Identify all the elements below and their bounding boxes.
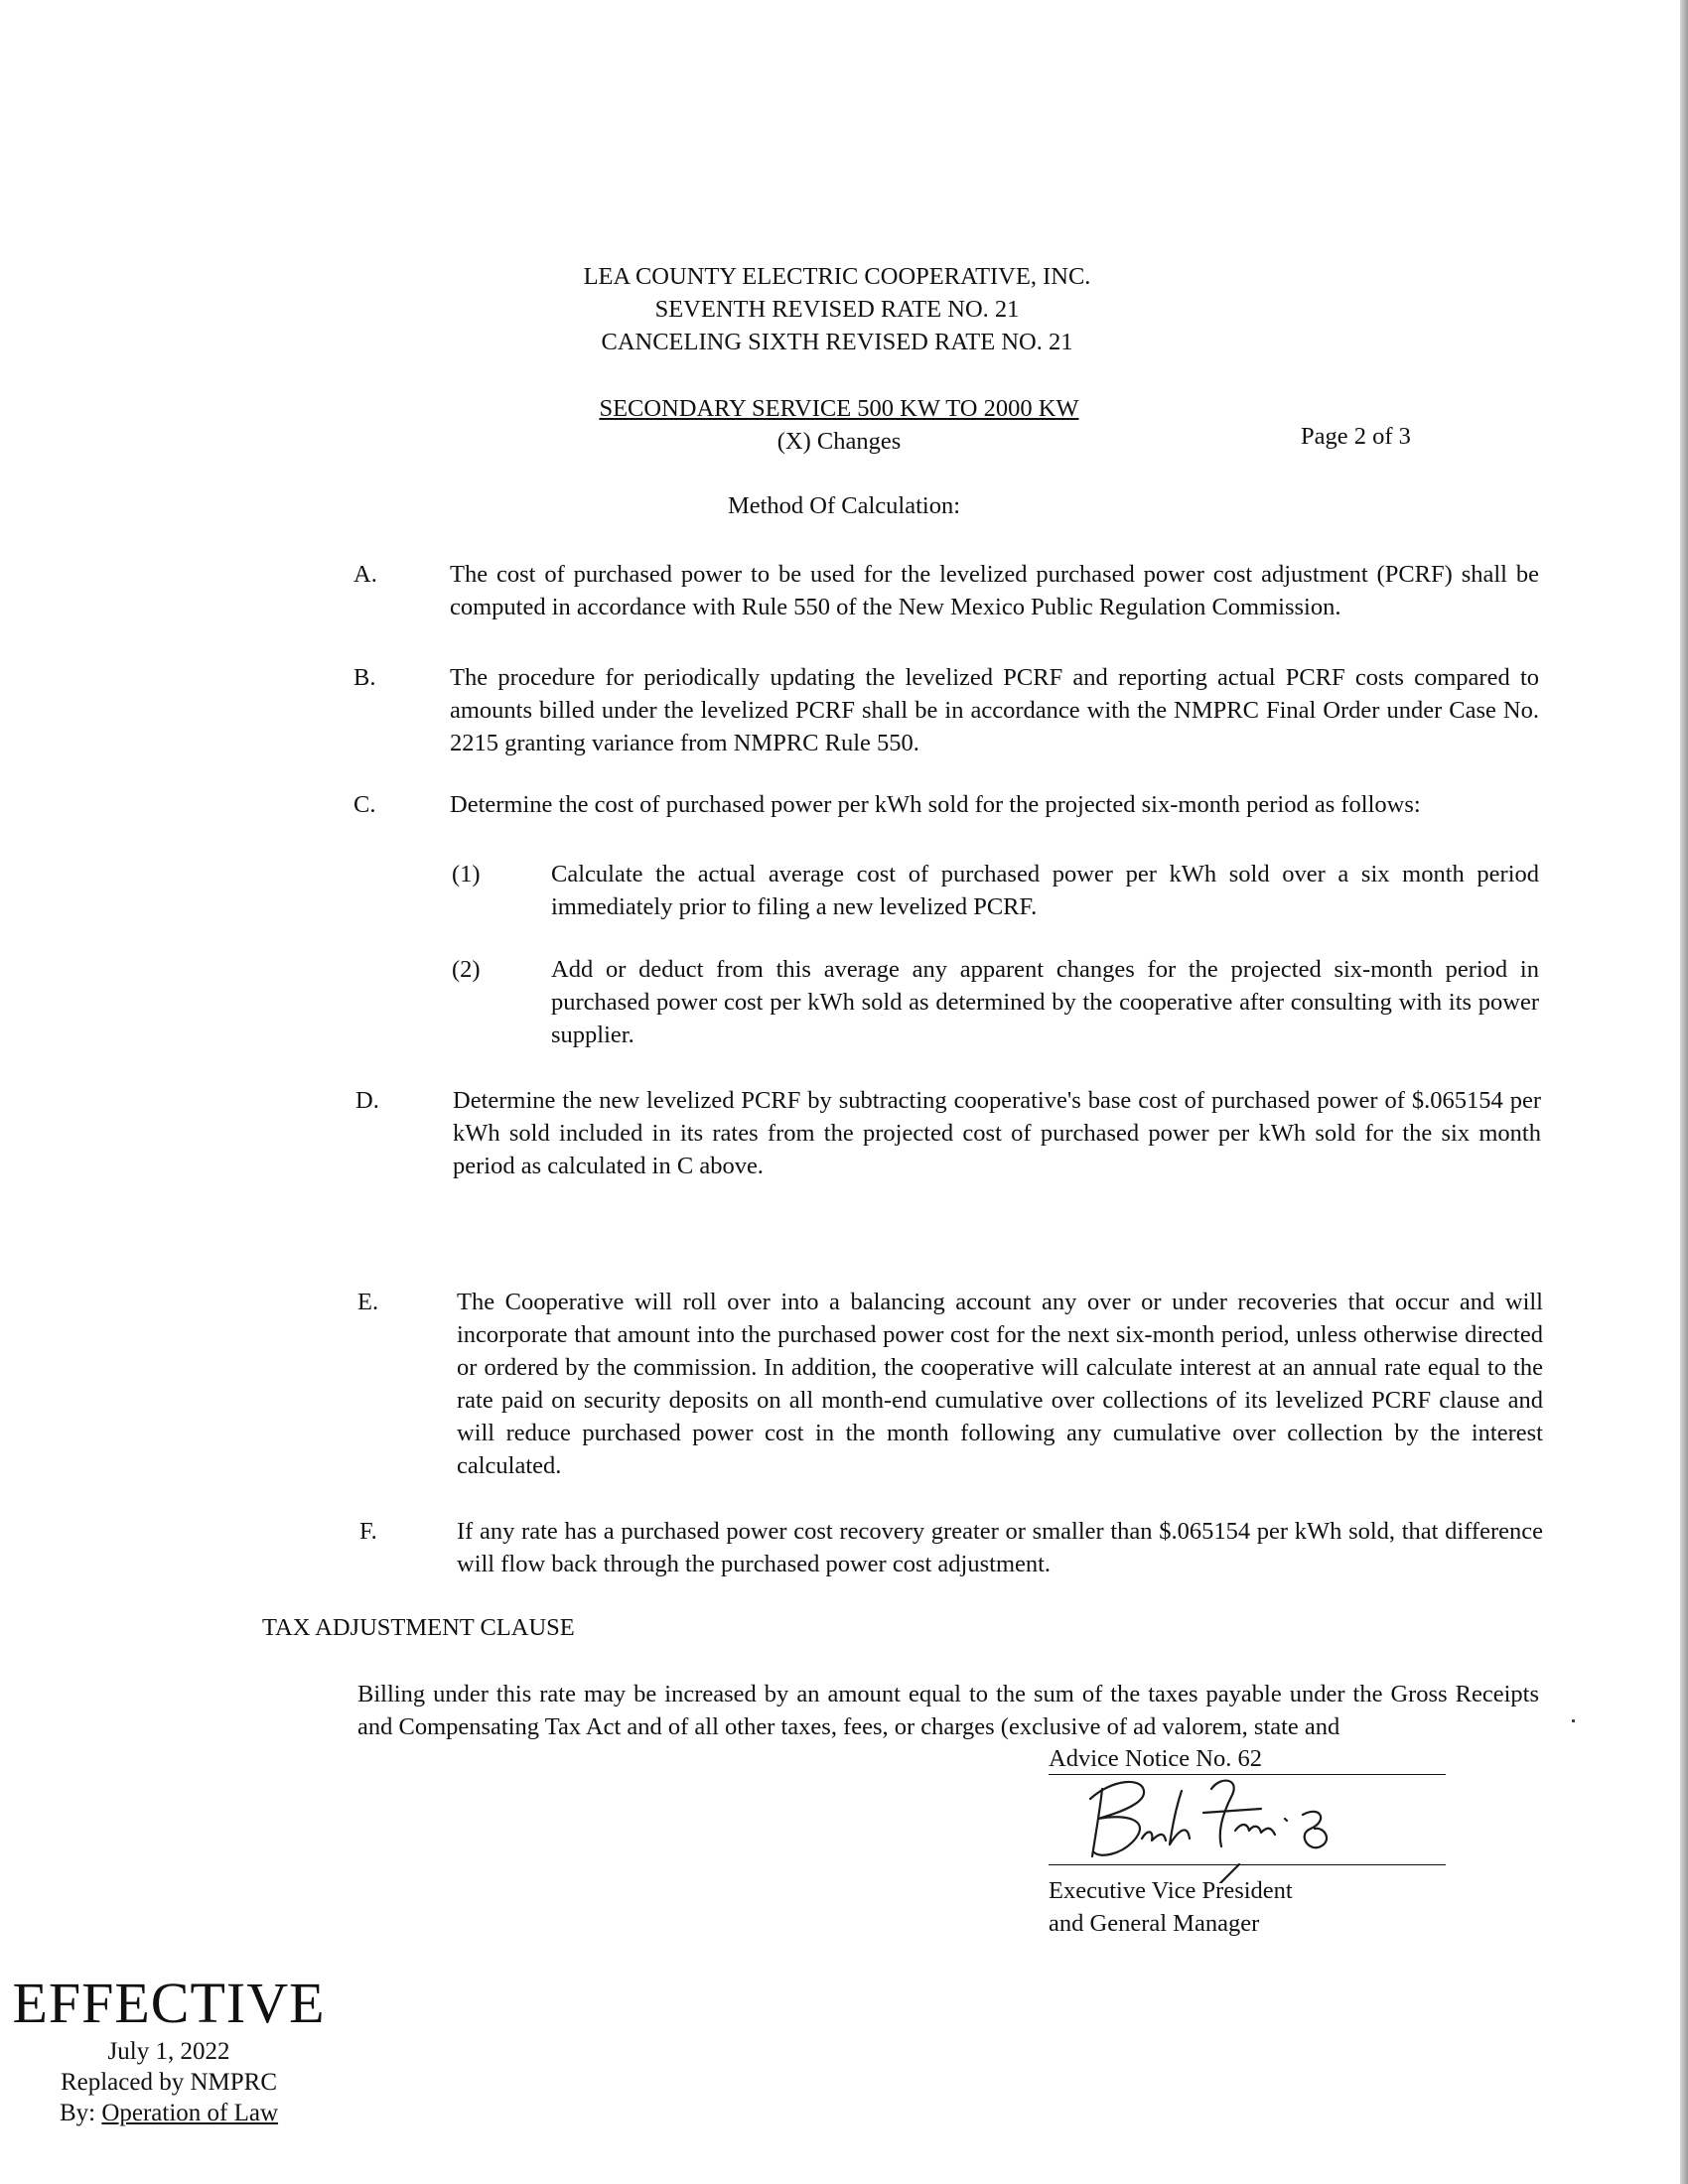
item-label: A. [353, 561, 377, 588]
item-label: C. [353, 791, 376, 818]
handwritten-signature [1072, 1769, 1370, 1883]
item-text: Determine the new levelized PCRF by subtracting cooperative's base cost of purchased power of $.065154 per kWh sold included in its rates from the projected cost of purchased power per kWh sold for the six month period as calculated in C above. [453, 1087, 1541, 1179]
canceling-line: CANCELING SIXTH REVISED RATE NO. 21 [601, 329, 1073, 355]
item-text: The Cooperative will roll over into a balancing account any over or under recoveries that occur and will incorporate that amount into the purchased power cost for the next six-month period, unless otherwise directed or ordered by the commission. In addition, the cooperative will calculate interest at an annual rate equal to the rate paid on security deposits on all month-end cumulative over collections of its levelized PCRF clause and will reduce purchased power cost in the month following any cumulative over collection by the interest calculated. [457, 1289, 1543, 1479]
item-label: D. [355, 1087, 379, 1114]
item-label: (1) [452, 861, 481, 887]
effective-label: EFFECTIVE [12, 1971, 326, 2035]
signature-line [1049, 1864, 1446, 1865]
page-number: Page 2 of 3 [1301, 423, 1411, 450]
method-heading: Method Of Calculation: [727, 492, 961, 519]
changes-marker: (X) Changes [776, 428, 902, 455]
item-text: Add or deduct from this average any apparent changes for the projected six-month period in purchased power cost per kWh sold as determined by the cooperative after consulting with its power supplier. [551, 956, 1539, 1048]
item-label: F. [359, 1518, 377, 1545]
signer-block [1049, 1874, 1293, 1940]
advice-notice: Advice Notice No. 62 [1049, 1744, 1446, 1775]
rate-title: SEVENTH REVISED RATE NO. 21 [654, 296, 1020, 323]
replaced-by-authority [0, 2098, 338, 2128]
signer-title-line1: Executive Vice President [1049, 1877, 1293, 1904]
item-text: If any rate has a purchased power cost recovery greater or smaller than $.065154 per kWh sold, that difference will flow back through the purchased power cost adjustment. [457, 1518, 1543, 1577]
tax-adjustment-text: Billing under this rate may be increased by an amount equal to the sum of the taxes payable under the Gross Receipts and Compensating Tax Act and of all other taxes, fees, or charges (exclusive of ad valorem, state and [357, 1681, 1539, 1740]
effective-stamp [0, 1971, 338, 2128]
item-text: The procedure for periodically updating the levelized PCRF and reporting actual PCRF costs compared to amounts billed under the levelized PCRF shall be in accordance with the NMPRC Final Order under Case No. 2215 granting variance from NMPRC Rule 550. [450, 664, 1539, 756]
replaced-by: Replaced by NMPRC [60, 2069, 278, 2096]
section-title: SECONDARY SERVICE 500 KW TO 2000 KW [599, 395, 1079, 422]
item-label: E. [357, 1289, 379, 1315]
effective-date: July 1, 2022 [107, 2038, 230, 2065]
item-label: B. [353, 664, 376, 691]
item-text: Calculate the actual average cost of purchased power per kWh sold over a six month period immediately prior to filing a new levelized PCRF. [551, 861, 1539, 920]
tax-adjustment-heading: TAX ADJUSTMENT CLAUSE [262, 1614, 575, 1641]
signer-title-line2: and General Manager [1049, 1910, 1260, 1937]
item-text: The cost of purchased power to be used for the levelized purchased power cost adjustment (PCRF) shall be computed in accordance with Rule 550 of the New Mexico Public Regulation Commission. [450, 561, 1539, 620]
item-text: Determine the cost of purchased power per kWh sold for the projected six-month period as follows: [450, 791, 1421, 818]
by-prefix: By: [59, 2100, 102, 2126]
company-name: LEA COUNTY ELECTRIC COOPERATIVE, INC. [583, 263, 1091, 290]
document-header [0, 260, 1688, 358]
item-label: (2) [452, 956, 481, 983]
operation-of-law: Operation of Law [101, 2100, 279, 2126]
scan-speck [1572, 1719, 1575, 1722]
